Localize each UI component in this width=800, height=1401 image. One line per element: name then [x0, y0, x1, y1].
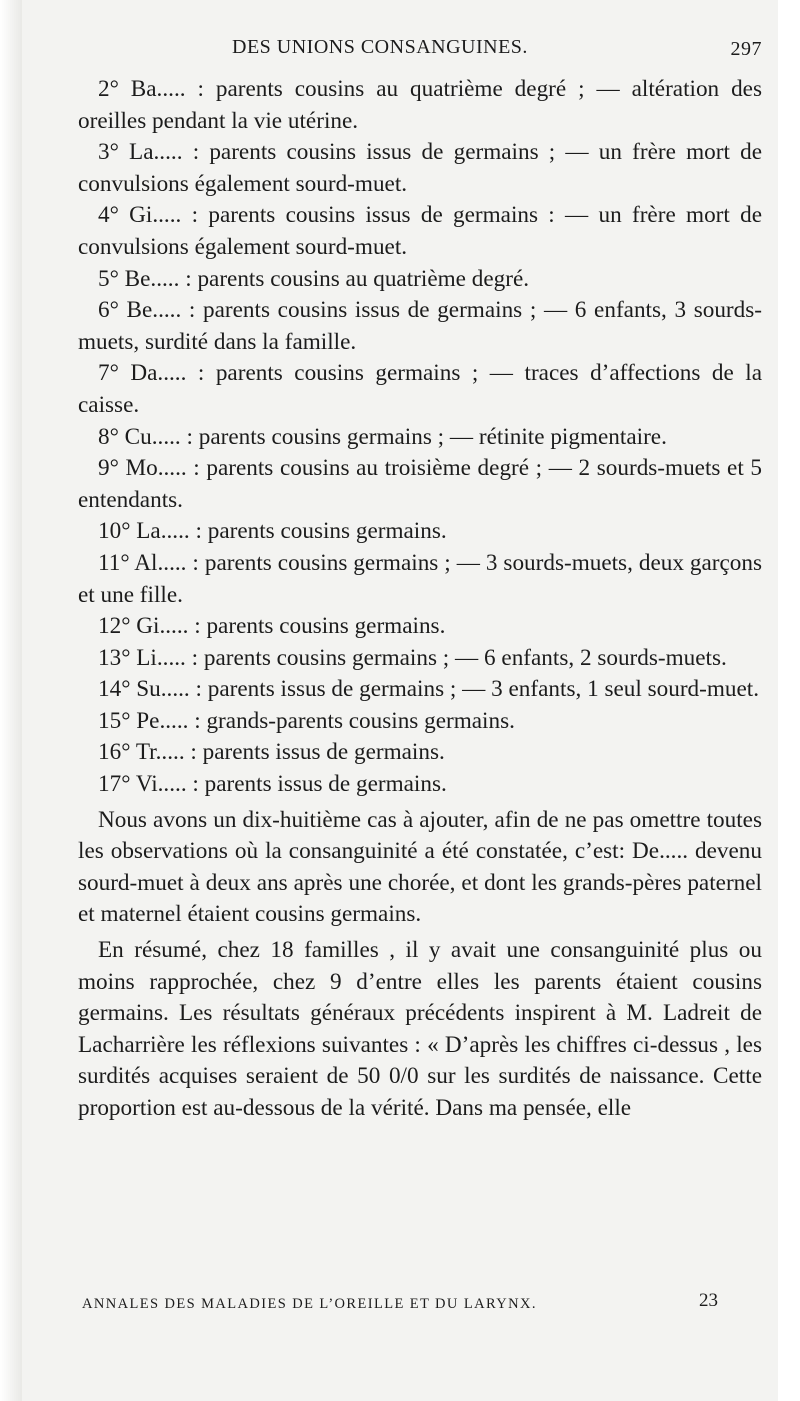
page-body [78, 74, 762, 1125]
case-entry: 8° Cu..... : parents cousins germains ; — rétinite pigmentaire. [98, 423, 667, 450]
running-title: DES UNIONS CONSANGUINES. [232, 36, 528, 58]
running-header [74, 36, 762, 66]
body-paragraph: En résumé, chez 18 familles , il y avait une consanguinité plus ou moins rapprochée, chez 9 d’entre elles les parents étaient cousins germains. Les résultats généraux précédents inspirent à M. Ladreit de Lacharrière les réflexions suivantes : « D’après les chiffres ci-dessus , les surdités acquises seraient de 50 0/0 sur les surdités de naissance. Cette proportion est au-dessous de la vérité. Dans ma pensée, elle [78, 937, 762, 1121]
case-entry: 15° Pe..... : grands-parents cousins germains. [98, 707, 515, 734]
case-entry: 13° Li..... : parents cousins germains ; — 6 enfants, 2 sourds-muets. [98, 644, 727, 671]
case-entry: 2° Ba..... : parents cousins au quatrième degré ; — altération des oreilles pendant la vie utérine. [78, 76, 762, 134]
case-entry: 4° Gi..... : parents cousins issus de germains : — un frère mort de convulsions également sourd-muet. [78, 202, 762, 260]
case-entry: 11° Al..... : parents cousins germains ; — 3 sourds-muets, deux garçons et une fille. [78, 549, 762, 608]
case-entry: 5° Be..... : parents cousins au quatrième degré. [98, 265, 530, 292]
signature-mark: 23 [699, 1290, 718, 1311]
book-page [22, 0, 778, 1401]
case-entry: 6° Be..... : parents cousins issus de germains ; — 6 enfants, 3 sourds-muets, surdité dans la famille. [78, 297, 762, 355]
case-entry: 17° Vi..... : parents issus de germains. [98, 771, 447, 798]
case-entry: 7° Da..... : parents cousins germains ; — traces d’affections de la caisse. [78, 360, 762, 418]
case-entry: 16° Tr..... : parents issus de germains. [98, 739, 445, 766]
case-entry: 9° Mo..... : parents cousins au troisième degré ; — 2 sourds-muets et 5 entendants. [78, 455, 762, 513]
case-entry: 3° La..... : parents cousins issus de germains ; — un frère mort de convulsions également sourd-muet. [78, 139, 762, 197]
page-number: 297 [730, 38, 762, 60]
journal-title: ANNALES DES MALADIES DE L’OREILLE ET DU LARYNX. [82, 1296, 537, 1312]
body-paragraph: Nous avons un dix-huitième cas à ajouter, afin de ne pas omettre toutes les observations où la consanguinité a été constatée, c’est: De..... devenu sourd-muet à deux ans après une chorée, et dont les grands-pères paternel et maternel étaient cousins germains. [78, 806, 762, 928]
case-entry: 14° Su..... : parents issus de germains ; — 3 enfants, 1 seul sourd-muet. [98, 676, 760, 703]
case-entry: 12° Gi..... : parents cousins germains. [98, 613, 446, 640]
case-entry: 10° La..... : parents cousins germains. [98, 518, 447, 545]
page-gutter [0, 0, 22, 1401]
page-footer [82, 1290, 762, 1318]
